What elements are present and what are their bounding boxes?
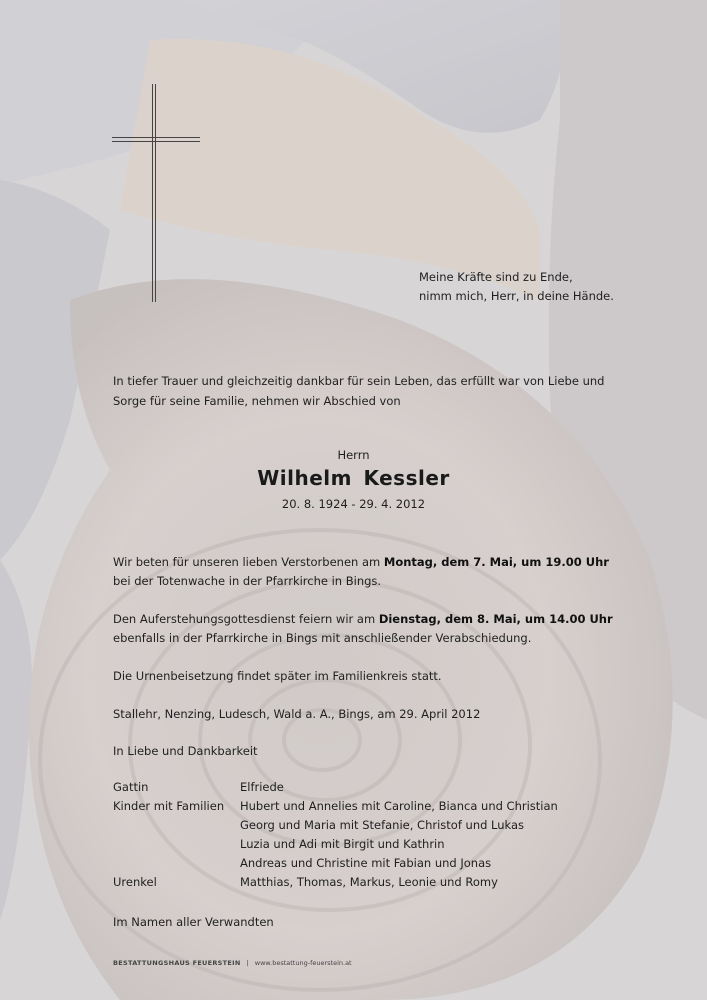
family-names: Georg und Maria mit Stefanie, Christof und Lukas [240,818,525,832]
verse [419,268,614,306]
family-role [113,835,240,854]
family-names: Matthias, Thomas, Markus, Leonie und Romy [240,875,498,889]
family-role: Gattin [113,780,149,794]
service-paragraph [113,610,613,648]
love-text: In Liebe und Dankbarkeit [113,744,258,758]
footer-separator: | [246,959,249,967]
service-prefix: Den Auferstehungsgottesdienst feiern wir am [113,612,379,626]
cross-icon [112,84,202,304]
family-row [113,835,558,854]
footer [113,959,352,967]
life-dates: 20. 8. 1924 - 29. 4. 2012 [281,497,426,511]
family-row [113,797,558,816]
closing-text: Im Namen aller Verwandten [113,915,274,929]
family-row [113,873,558,892]
wake-paragraph [113,553,613,591]
intro-text: In tiefer Trauer und gleichzeitig dankbar für sein Leben, das erfüllt war von Liebe und Sorge für seine Familie, nehmen wir Abschied von [113,374,605,408]
wake-when: Montag, dem 7. Mai, um 19.00 Uhr [383,555,609,569]
family-row [113,816,558,835]
place-date: Stallehr, Nenzing, Ludesch, Wald a. A., Bings, am 29. April 2012 [113,707,481,721]
wake-line-2: bei der Totenwache in der Pfarrkirche in Bings. [113,574,382,588]
family-names: Hubert und Annelies mit Caroline, Bianca und Christian [240,799,558,813]
salutation: Herrn [337,448,370,462]
service-line-2: ebenfalls in der Pfarrkirche in Bings mit anschließender Verabschiedung. [113,631,532,645]
family-names: Elfriede [240,780,284,794]
verse-line-1: Meine Kräfte sind zu Ende, [419,270,573,284]
family-row [113,778,558,797]
family-row [113,854,558,873]
footer-website-link[interactable]: www.bestattung-feuerstein.at [254,959,352,967]
family-role [113,816,240,835]
urn-text: Die Urnenbeisetzung findet später im Familienkreis statt. [113,669,442,683]
family-names: Luzia und Adi mit Birgit und Kathrin [240,837,445,851]
service-when: Dienstag, dem 8. Mai, um 14.00 Uhr [378,612,613,626]
family-role: Urenkel [113,875,157,889]
footer-brand: BESTATTUNGSHAUS FEUERSTEIN [113,959,241,967]
family-role: Kinder mit Familien [113,799,225,813]
wake-prefix: Wir beten für unseren lieben Verstorbenen am [113,555,384,569]
verse-line-2: nimm mich, Herr, in deine Hände. [419,289,614,303]
family-list [113,778,558,892]
family-names: Andreas und Christine mit Fabian und Jonas [240,856,492,870]
deceased-name: Wilhelm Kessler [257,466,450,490]
family-role [113,854,240,873]
